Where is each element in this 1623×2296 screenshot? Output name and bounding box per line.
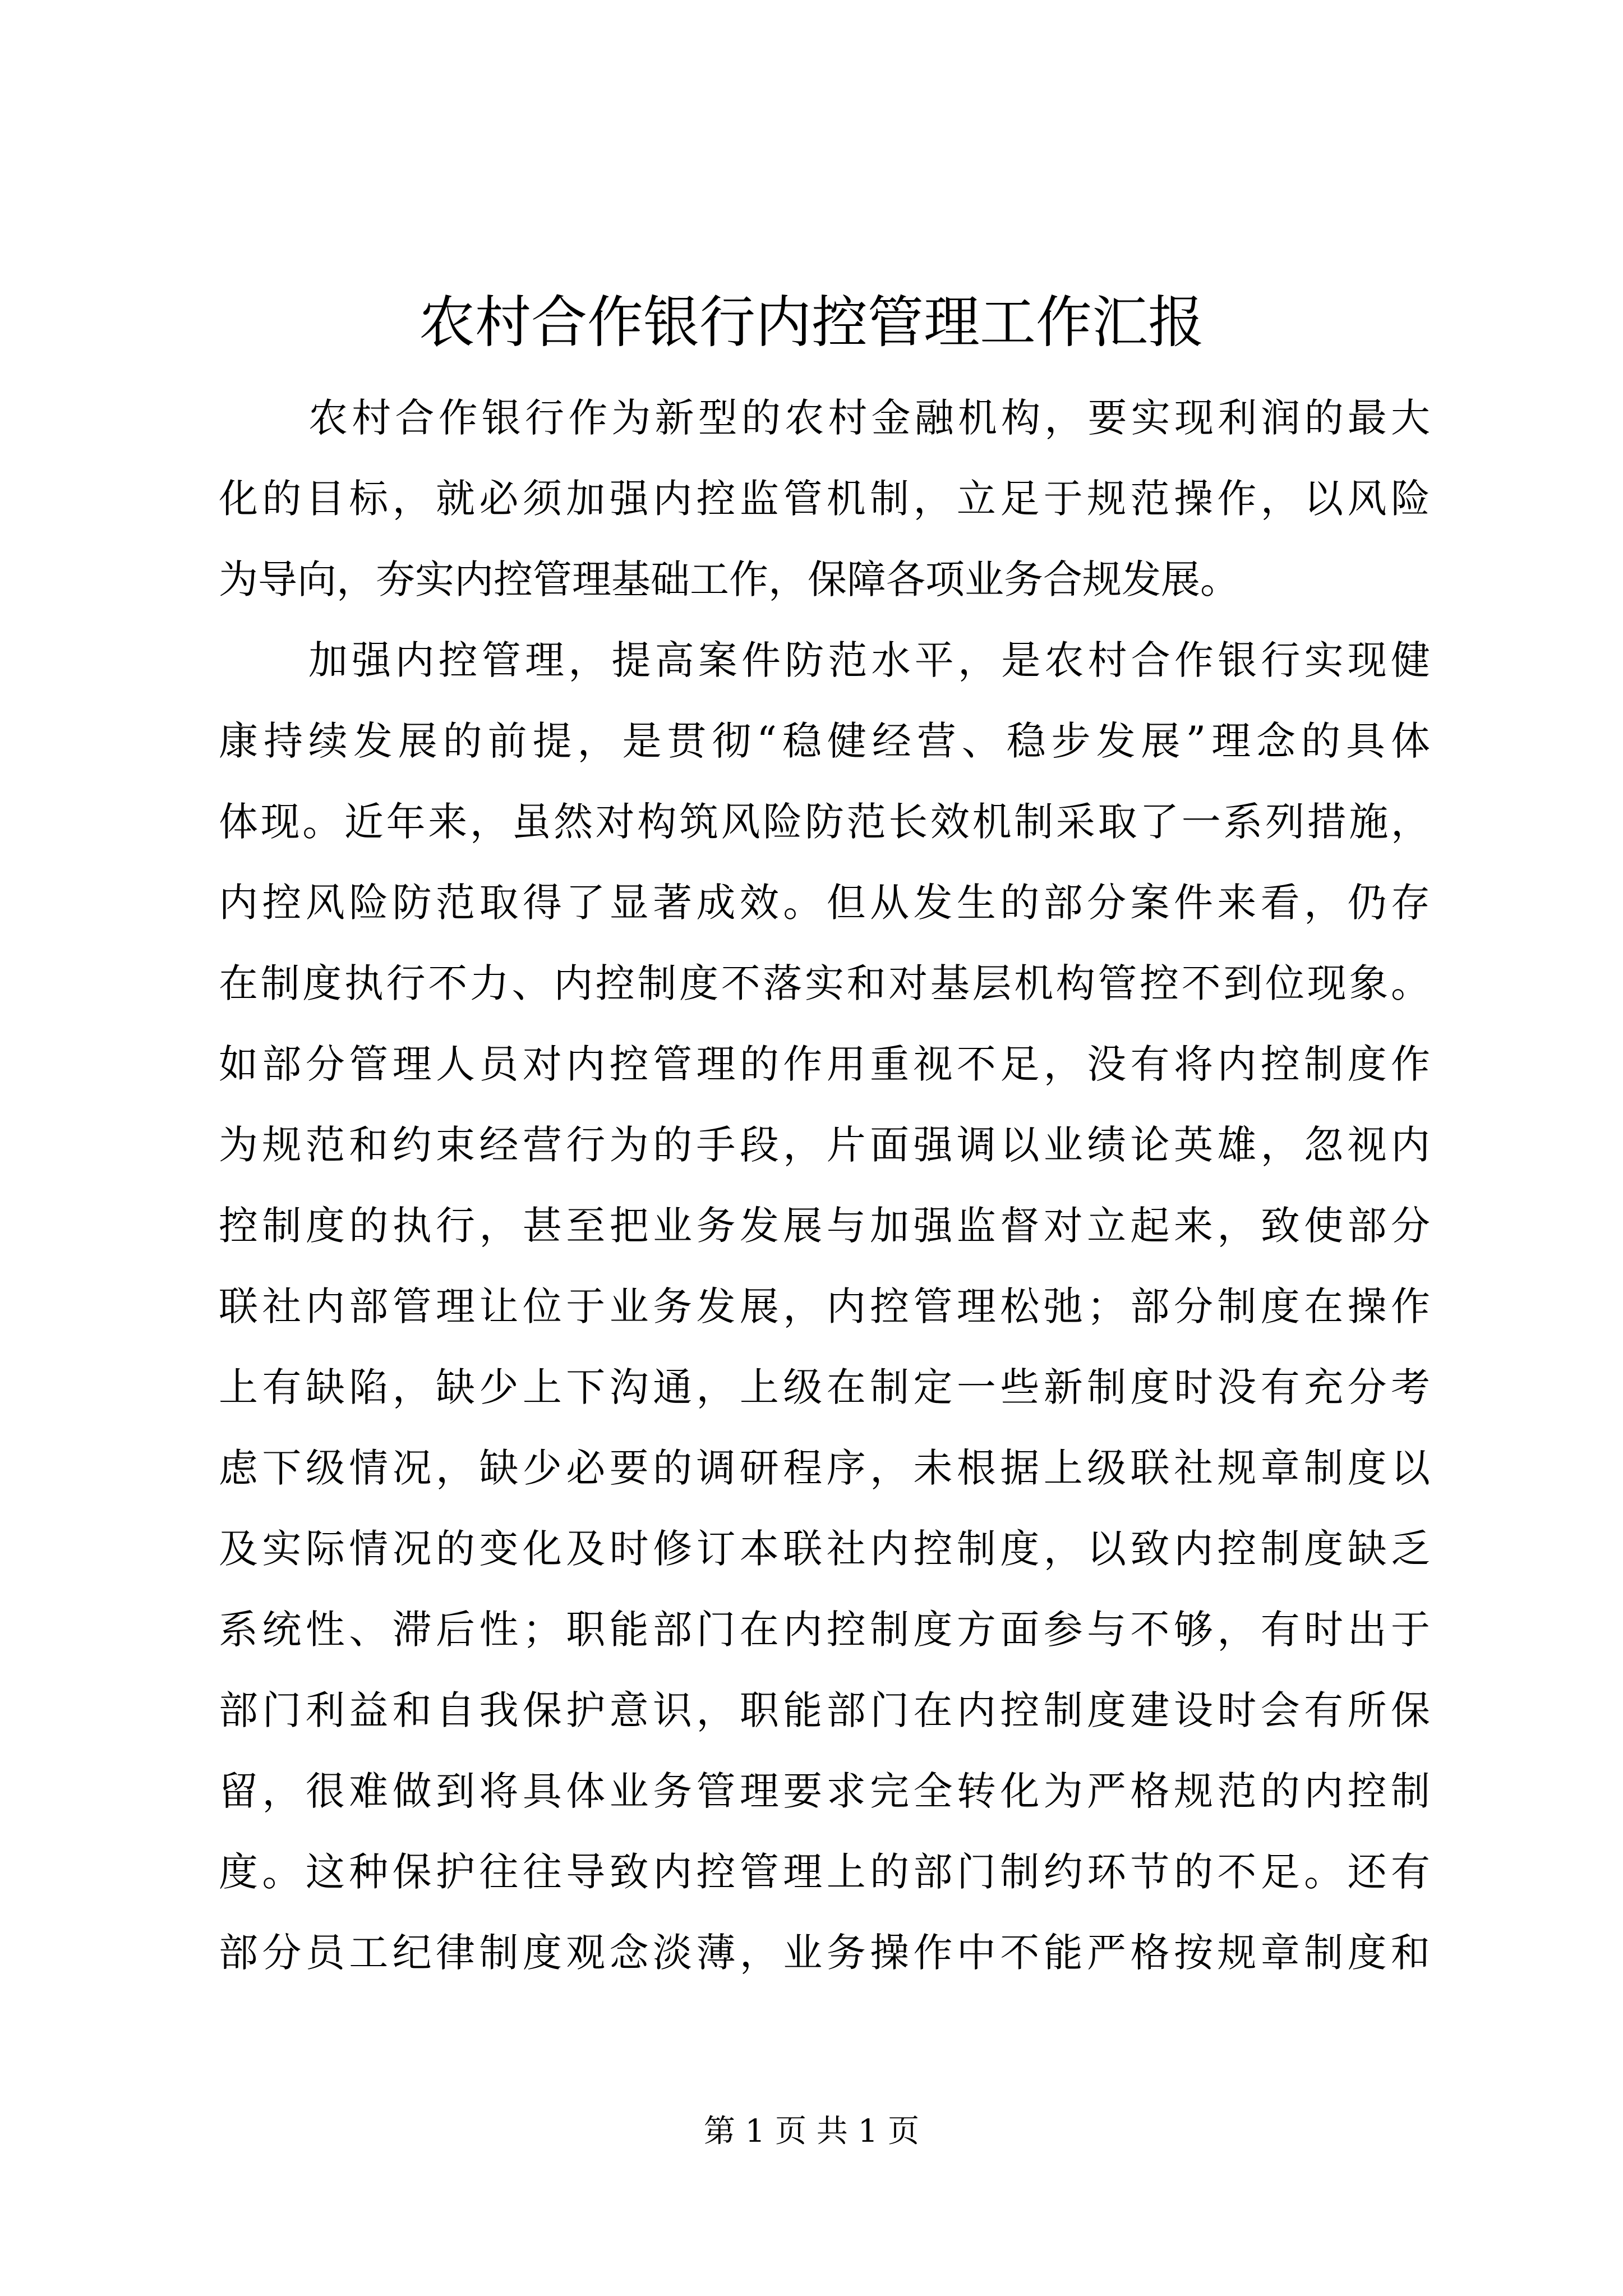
paragraph-2-line-13: 系统性、滞后性；职能部门在内控制度方面参与不够，有时出于 [219, 1607, 1430, 1653]
paragraph-2-line-1: 加强内控管理，提高案件防范水平，是农村合作银行实现健 [308, 637, 1430, 683]
paragraph-2-line-12: 及实际情况的变化及时修订本联社内控制度，以致内控制度缺乏 [219, 1526, 1430, 1572]
paragraph-1-line-2: 化的目标，就必须加强内控监管机制，立足于规范操作，以风险 [219, 476, 1430, 522]
paragraph-2-line-2: 康持续发展的前提，是贯彻“稳健经营、稳步发展”理念的具体 [219, 718, 1430, 764]
paragraph-2-line-14: 部门利益和自我保护意识，职能部门在内控制度建设时会有所保 [219, 1687, 1430, 1733]
paragraph-2-line-7: 为规范和约束经营行为的手段，片面强调以业绩论英雄，忽视内 [219, 1122, 1430, 1168]
paragraph-2-line-3: 体现。近年来，虽然对构筑风险防范长效机制采取了一系列措施， [219, 799, 1430, 845]
page-number-footer: 第 1 页 共 1 页 [703, 2113, 920, 2150]
paragraph-2-line-17: 部分员工纪律制度观念淡薄，业务操作中不能严格按规章制度和 [219, 1930, 1430, 1976]
paragraph-1-line-1: 农村合作银行作为新型的农村金融机构，要实现利润的最大 [308, 395, 1430, 441]
paragraph-2-line-10: 上有缺陷，缺少上下沟通，上级在制定一些新制度时没有充分考 [219, 1364, 1430, 1410]
paragraph-1-line-3: 为导向，夯实内控管理基础工作，保障各项业务合规发展。 [219, 556, 1239, 602]
paragraph-2-line-6: 如部分管理人员对内控管理的作用重视不足，没有将内控制度作 [219, 1041, 1430, 1087]
paragraph-2-line-8: 控制度的执行，甚至把业务发展与加强监督对立起来，致使部分 [219, 1203, 1430, 1249]
paragraph-2-line-11: 虑下级情况，缺少必要的调研程序，未根据上级联社规章制度以 [219, 1445, 1430, 1491]
paragraph-2-line-4: 内控风险防范取得了显著成效。但从发生的部分案件来看，仍存 [219, 880, 1430, 926]
paragraph-2-line-5: 在制度执行不力、内控制度不落实和对基层机构管控不到位现象。 [219, 960, 1430, 1006]
document-body [219, 378, 1430, 1993]
paragraph-2-line-9: 联社内部管理让位于业务发展，内控管理松弛；部分制度在操作 [219, 1283, 1430, 1329]
document-title: 农村合作银行内控管理工作汇报 [419, 289, 1204, 355]
paragraph-2-line-15: 留，很难做到将具体业务管理要求完全转化为严格规范的内控制 [219, 1768, 1430, 1814]
paragraph-2-line-16: 度。这种保护往往导致内控管理上的部门制约环节的不足。还有 [219, 1849, 1430, 1895]
